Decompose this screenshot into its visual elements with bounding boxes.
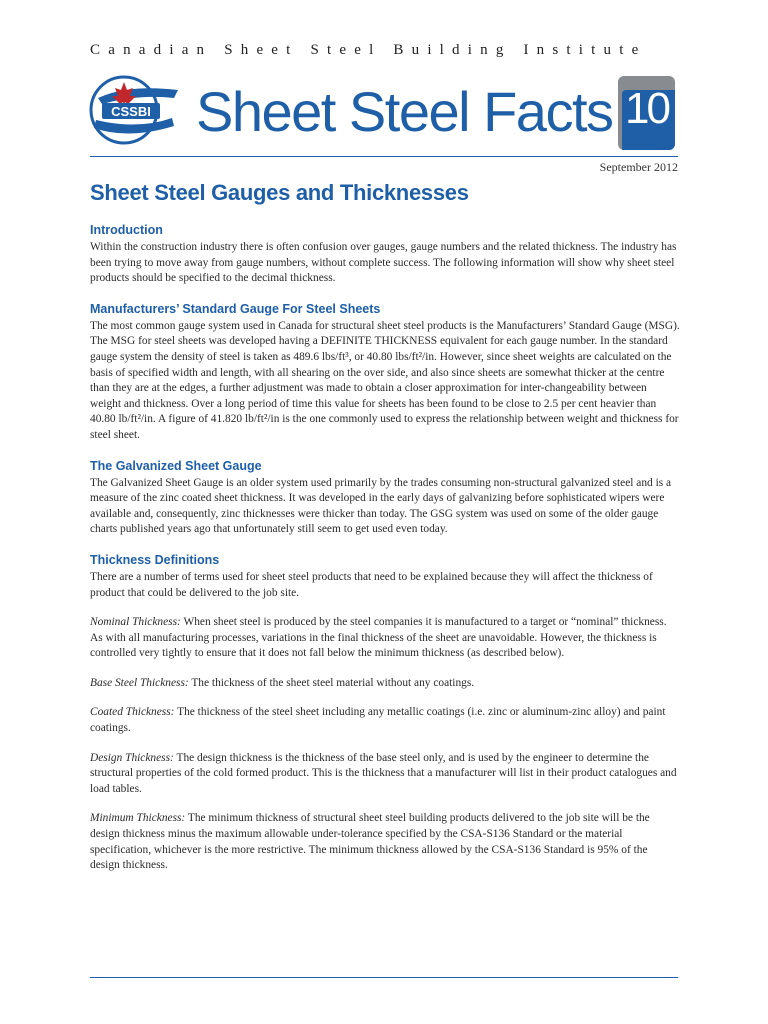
footer-divider [90, 977, 678, 978]
section-thickness-definitions [90, 552, 680, 874]
section-heading: Introduction [90, 223, 163, 237]
definition-text: When sheet steel is produced by the steel companies it is manufactured to a target or “nominal” thickness. As with all manufacturing processes, variations in the final thickness of the sheet are unavoidable. However, the thickness is controlled very tightly to ensure that it does not fall below the minimum thickness (as described below). [90, 616, 667, 660]
section-paragraph: The Galvanized Sheet Gauge is an older system used primarily by the trades consuming non-structural galvanized steel and is a measure of the zinc coated sheet thickness. It was developed in the early days of galvanizing before sophisticated wipers were available and, consequently, zinc thicknesses were thicker than today. The GSG system was used on some of the older gauge charts published years ago that unfortunately still seem to get used even today. [90, 476, 672, 536]
definition-base-steel [90, 676, 680, 692]
definition-text: The minimum thickness of structural sheet steel building products delivered to the job site will be the design thickness minus the maximum allowable under-tolerance specified by the CSA-S136 Standard or the material specification, whichever is the more restrictive. The minimum thickness allowed by the CSA-S136 Standard is 95% of the design thickness. [90, 812, 650, 872]
section-msg [90, 301, 680, 444]
definition-text: The thickness of the steel sheet including any metallic coatings (i.e. zinc or aluminum-zinc alloy) and paint coatings. [90, 706, 666, 735]
section-paragraph: There are a number of terms used for sheet steel products that need to be explained because they will affect the thickness of product that could be delivered to the job site. [90, 570, 653, 599]
definition-minimum [90, 811, 680, 873]
section-heading: The Galvanized Sheet Gauge [90, 458, 262, 473]
definition-text: The thickness of the sheet steel material without any coatings. [188, 676, 475, 689]
logo-text: CSSBI [111, 104, 151, 119]
section-paragraph: The most common gauge system used in Canada for structural sheet steel products is the Manufacturers’ Standard Gauge (MSG). The MSG for steel sheets was developed having a DEFINITE THICKNESS equivalent for each gauge number. In the standard gauge system the density of steel is taken as 489.6 lbs/ft³, or 40.80 lbs/ft²/in. However, since sheet weights are calculated on the basis of specified width and length, with all shearing on the over side, and also since sheets are somewhat thicker at the centre than they are at the edges, a further adjustment was made to obtain a closer approximation for inter-changeability between weight and thickness. Over a long period of time this value for sheets has been found to be close to 2.5 per cent heavier than 40.80 lb/ft²/in. A figure of 41.820 lb/ft²/in is the one commonly used to express the relationship between weight and thickness for steel sheet. [90, 319, 680, 441]
section-paragraph: Within the construction industry there is often confusion over gauges, gauge numbers and the related thickness. The industry has been trying to move away from gauge numbers, without complete success. The following information will show why sheet steel products should be specified to the decimal thickness. [90, 241, 677, 285]
article-body [90, 222, 680, 874]
definition-text: The design thickness is the thickness of the base steel only, and is used by the engineer to determine the structural properties of the cold formed product. This is the thickness that a manufacturer will list in their product catalogues and load tables. [90, 751, 677, 795]
section-introduction [90, 222, 680, 287]
header-divider [90, 156, 678, 157]
definition-design [90, 751, 680, 798]
definition-coated [90, 705, 680, 736]
definition-term: Minimum Thickness: [90, 812, 186, 825]
definition-term: Base Steel Thickness: [90, 676, 189, 689]
publication-date: September 2012 [599, 160, 678, 174]
cssbi-logo [88, 74, 182, 146]
section-heading: Manufacturers’ Standard Gauge For Steel Sheets [90, 301, 381, 316]
issue-number: 10 [625, 84, 668, 133]
definition-nominal [90, 615, 680, 662]
definition-term: Nominal Thickness: [90, 616, 181, 629]
page-title: Sheet Steel Gauges and Thicknesses [90, 180, 469, 205]
definition-term: Design Thickness: [90, 751, 174, 764]
definition-term: Coated Thickness: [90, 706, 175, 719]
section-heading: Thickness Definitions [90, 552, 220, 567]
section-gsg [90, 458, 680, 538]
masthead-title: Sheet Steel Facts [196, 80, 613, 143]
issue-badge [618, 76, 675, 150]
organization-name: Canadian Sheet Steel Building Institute [90, 42, 647, 58]
